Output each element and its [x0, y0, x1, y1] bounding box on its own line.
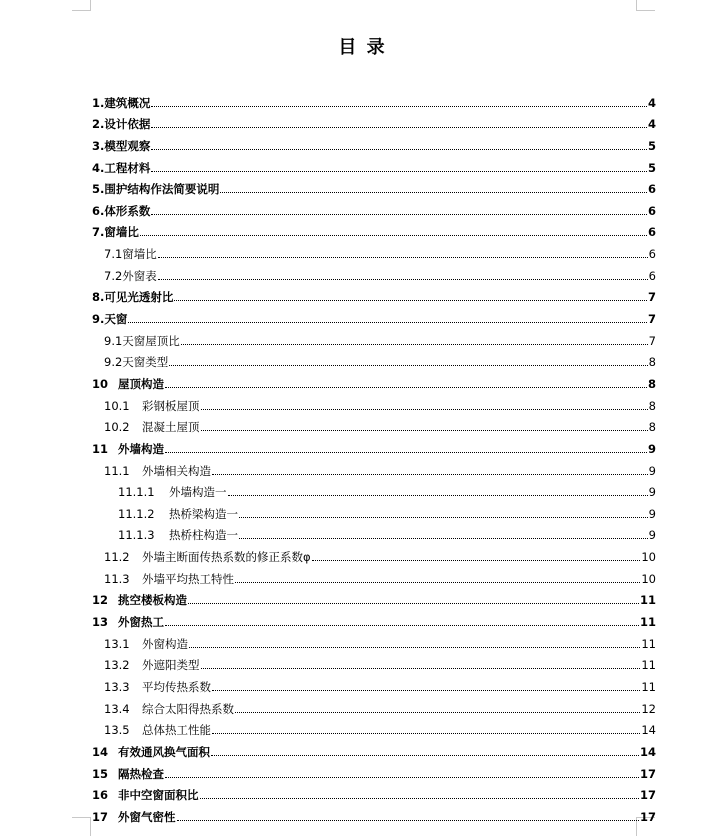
toc-entry-page-number: 10	[641, 571, 656, 586]
toc-entry[interactable]	[92, 802, 656, 824]
toc-entry-page-number: 9	[648, 463, 656, 478]
toc-entry-title: 模型观察	[104, 138, 151, 153]
toc-entry-number: 11.1.3	[118, 528, 155, 543]
toc-entry-page-number: 17	[639, 766, 656, 781]
toc-entry[interactable]	[92, 196, 656, 218]
toc-entry[interactable]	[92, 326, 656, 348]
toc-entry-page-number: 11	[641, 679, 656, 694]
toc-entry-title: 窗墙比	[104, 225, 139, 240]
toc-entry-page-number: 8	[648, 420, 656, 435]
toc-entry-number: 9.2	[104, 355, 123, 370]
toc-title: 目 录	[338, 37, 387, 58]
toc-entry-title: 彩钢板屋顶	[142, 398, 200, 413]
toc-entry-title: 热桥梁构造一	[169, 506, 238, 521]
toc-entry-page-number: 10	[641, 550, 656, 565]
toc-entry-title: 有效通风换气面积	[118, 744, 210, 759]
toc-entry[interactable]	[92, 369, 656, 391]
toc-dot-leader	[212, 473, 648, 475]
toc-entry-number: 13.5	[104, 723, 130, 738]
toc-entry-number: 13.2	[104, 658, 130, 673]
toc-entry-title: 外墙平均热工特性	[142, 571, 234, 586]
toc-dot-leader	[165, 776, 639, 778]
toc-entry-title: 可见光透射比	[104, 290, 174, 305]
toc-entry-page-number: 12	[641, 701, 656, 716]
toc-dot-leader	[181, 343, 648, 345]
toc-entry-number: 11.2	[104, 550, 130, 565]
toc-dot-leader	[151, 105, 647, 107]
toc-entry-title: 屋顶构造	[118, 376, 164, 391]
toc-entry-page-number: 6	[647, 225, 656, 240]
toc-entry-title: 工程材料	[104, 160, 151, 175]
toc-entry-page-number: 9	[648, 506, 656, 521]
toc-entry-number: 11.1	[104, 463, 130, 478]
toc-entry-number: 14	[92, 744, 109, 759]
toc-entry[interactable]	[92, 175, 656, 197]
toc-entry-title: 建筑概况	[104, 95, 151, 110]
toc-dot-leader	[189, 646, 640, 648]
toc-entry-page-number: 6	[648, 247, 656, 262]
toc-dot-leader	[235, 711, 640, 713]
toc-entry-page-number: 17	[639, 788, 656, 803]
toc-entry[interactable]	[92, 629, 656, 651]
toc-entry[interactable]	[92, 716, 656, 738]
toc-entry-number: 16	[92, 788, 109, 803]
toc-entry[interactable]	[92, 781, 656, 803]
toc-entry[interactable]	[92, 694, 656, 716]
toc-entry-page-number: 11	[639, 593, 656, 608]
toc-entry-title: 外窗构造	[142, 636, 188, 651]
toc-entry[interactable]	[92, 434, 656, 456]
toc-entry-number: 1.	[92, 95, 105, 110]
toc-entry[interactable]	[92, 542, 656, 564]
toc-entry[interactable]	[92, 304, 656, 326]
toc-entry-number: 10.1	[104, 398, 130, 413]
toc-entry-title: 外窗气密性	[118, 809, 176, 824]
toc-entry-number: 13.1	[104, 636, 130, 651]
toc-entry-title: 热桥柱构造一	[169, 528, 238, 543]
table-of-contents	[92, 88, 656, 824]
toc-entry-title: 设计依据	[104, 117, 151, 132]
toc-entry-number: 15	[92, 766, 109, 781]
toc-dot-leader	[165, 624, 639, 626]
toc-entry-number: 4.	[92, 160, 105, 175]
toc-entry-title: 外窗表	[122, 268, 157, 283]
toc-dot-leader	[228, 494, 648, 496]
toc-entry[interactable]	[92, 131, 656, 153]
toc-entry[interactable]	[92, 110, 656, 132]
toc-entry-number: 9.1	[104, 333, 123, 348]
toc-entry-number: 10.2	[104, 420, 130, 435]
toc-entry-title: 体形系数	[104, 203, 151, 218]
toc-dot-leader	[158, 278, 648, 280]
toc-entry-title: 外墙构造一	[169, 485, 227, 500]
toc-entry-page-number: 14	[641, 723, 656, 738]
toc-entry-number: 13	[92, 615, 109, 630]
toc-entry-title: 隔热检查	[118, 766, 164, 781]
toc-entry[interactable]	[92, 239, 656, 261]
toc-entry-number: 9.	[92, 312, 105, 327]
toc-entry[interactable]	[92, 391, 656, 413]
toc-entry-title: 围护结构作法简要说明	[104, 182, 220, 197]
toc-dot-leader	[151, 126, 647, 128]
toc-dot-leader	[151, 170, 647, 172]
toc-entry-number: 13.4	[104, 701, 130, 716]
toc-entry-page-number: 8	[648, 398, 656, 413]
toc-entry[interactable]	[92, 478, 656, 500]
toc-entry-title: 非中空窗面积比	[118, 788, 199, 803]
toc-entry[interactable]	[92, 283, 656, 305]
toc-dot-leader	[165, 386, 647, 388]
toc-entry-page-number: 5	[647, 138, 656, 153]
toc-entry-page-number: 7	[648, 333, 656, 348]
toc-entry-number: 11.1.1	[118, 485, 155, 500]
toc-entry-number: 7.1	[104, 247, 123, 262]
toc-dot-leader	[239, 537, 648, 539]
toc-entry[interactable]	[92, 521, 656, 543]
toc-entry-title: 平均传热系数	[142, 679, 211, 694]
toc-dot-leader	[200, 797, 639, 799]
toc-entry[interactable]	[92, 759, 656, 781]
toc-dot-leader	[188, 602, 639, 604]
toc-entry-number: 17	[92, 809, 109, 824]
toc-dot-leader	[220, 191, 647, 193]
toc-entry-page-number: 6	[647, 182, 656, 197]
toc-entry-title: 天窗屋顶比	[122, 333, 180, 348]
toc-entry[interactable]	[92, 564, 656, 586]
toc-entry[interactable]	[92, 737, 656, 759]
toc-entry-page-number: 17	[639, 809, 656, 824]
toc-entry-page-number: 4	[647, 95, 656, 110]
toc-dot-leader	[151, 213, 647, 215]
toc-dot-leader	[239, 516, 648, 518]
toc-entry-title: 外遮阳类型	[142, 658, 200, 673]
toc-entry-page-number: 5	[647, 160, 656, 175]
toc-entry[interactable]	[92, 153, 656, 175]
toc-entry-title: 混凝土屋顶	[142, 420, 200, 435]
toc-entry-number: 10	[92, 376, 109, 391]
toc-entry-title: 天窗	[104, 312, 128, 327]
toc-dot-leader	[165, 451, 647, 453]
margin-corner-mark	[72, 0, 91, 11]
toc-entry-page-number: 14	[639, 744, 656, 759]
toc-entry[interactable]	[92, 672, 656, 694]
toc-dot-leader	[169, 364, 647, 366]
toc-dot-leader	[151, 148, 647, 150]
toc-entry[interactable]	[92, 88, 656, 110]
toc-entry-number: 11.3	[104, 571, 130, 586]
toc-entry-page-number: 9	[648, 485, 656, 500]
toc-entry-number: 13.3	[104, 679, 130, 694]
toc-entry[interactable]	[92, 586, 656, 608]
toc-entry-page-number: 7	[647, 312, 656, 327]
toc-dot-leader	[174, 299, 647, 301]
toc-dot-leader	[201, 667, 641, 669]
toc-entry-number: 11.1.2	[118, 506, 155, 521]
toc-entry[interactable]	[92, 413, 656, 435]
toc-entry-title: 天窗类型	[122, 355, 169, 370]
toc-entry[interactable]	[92, 607, 656, 629]
toc-entry[interactable]	[92, 499, 656, 521]
toc-entry-page-number: 7	[647, 290, 656, 305]
toc-entry-number: 11	[92, 441, 109, 456]
toc-entry-page-number: 8	[648, 355, 656, 370]
toc-dot-leader	[201, 408, 648, 410]
toc-entry-page-number: 11	[641, 636, 656, 651]
toc-entry-title: 外墙相关构造	[142, 463, 211, 478]
toc-entry-number: 12	[92, 593, 109, 608]
toc-entry-page-number: 9	[648, 528, 656, 543]
toc-entry[interactable]	[92, 651, 656, 673]
toc-entry-page-number: 6	[648, 268, 656, 283]
toc-entry-page-number: 9	[647, 441, 656, 456]
toc-dot-leader	[201, 429, 648, 431]
toc-entry-number: 7.2	[104, 268, 123, 283]
toc-dot-leader	[212, 732, 640, 734]
toc-dot-leader	[158, 256, 648, 258]
toc-entry-number: 8.	[92, 290, 105, 305]
toc-entry[interactable]	[92, 218, 656, 240]
toc-dot-leader	[212, 689, 640, 691]
toc-entry-title: 总体热工性能	[142, 723, 211, 738]
toc-entry-title: 外窗热工	[118, 615, 164, 630]
toc-entry-page-number: 8	[647, 376, 656, 391]
toc-entry-title: 外墙构造	[118, 441, 164, 456]
toc-entry-page-number: 6	[647, 203, 656, 218]
toc-entry[interactable]	[92, 456, 656, 478]
toc-entry-page-number: 4	[647, 117, 656, 132]
toc-dot-leader	[312, 559, 641, 561]
toc-entry-number: 7.	[92, 225, 105, 240]
toc-entry[interactable]	[92, 348, 656, 370]
toc-entry-number: 6.	[92, 203, 105, 218]
margin-corner-mark	[636, 0, 655, 11]
toc-dot-leader	[235, 581, 640, 583]
toc-dot-leader	[128, 321, 647, 323]
toc-entry-title: 外墙主断面传热系数的修正系数φ	[142, 550, 311, 565]
toc-entry-page-number: 11	[641, 658, 656, 673]
toc-dot-leader	[140, 234, 647, 236]
toc-dot-leader	[211, 754, 639, 756]
toc-entry-title: 挑空楼板构造	[118, 593, 187, 608]
toc-entry-title: 窗墙比	[122, 247, 157, 262]
toc-entry-number: 3.	[92, 138, 105, 153]
toc-entry-number: 5.	[92, 182, 105, 197]
toc-entry-page-number: 11	[639, 615, 656, 630]
toc-entry[interactable]	[92, 261, 656, 283]
toc-entry-title: 综合太阳得热系数	[142, 701, 234, 716]
toc-dot-leader	[177, 819, 639, 821]
toc-entry-number: 2.	[92, 117, 105, 132]
